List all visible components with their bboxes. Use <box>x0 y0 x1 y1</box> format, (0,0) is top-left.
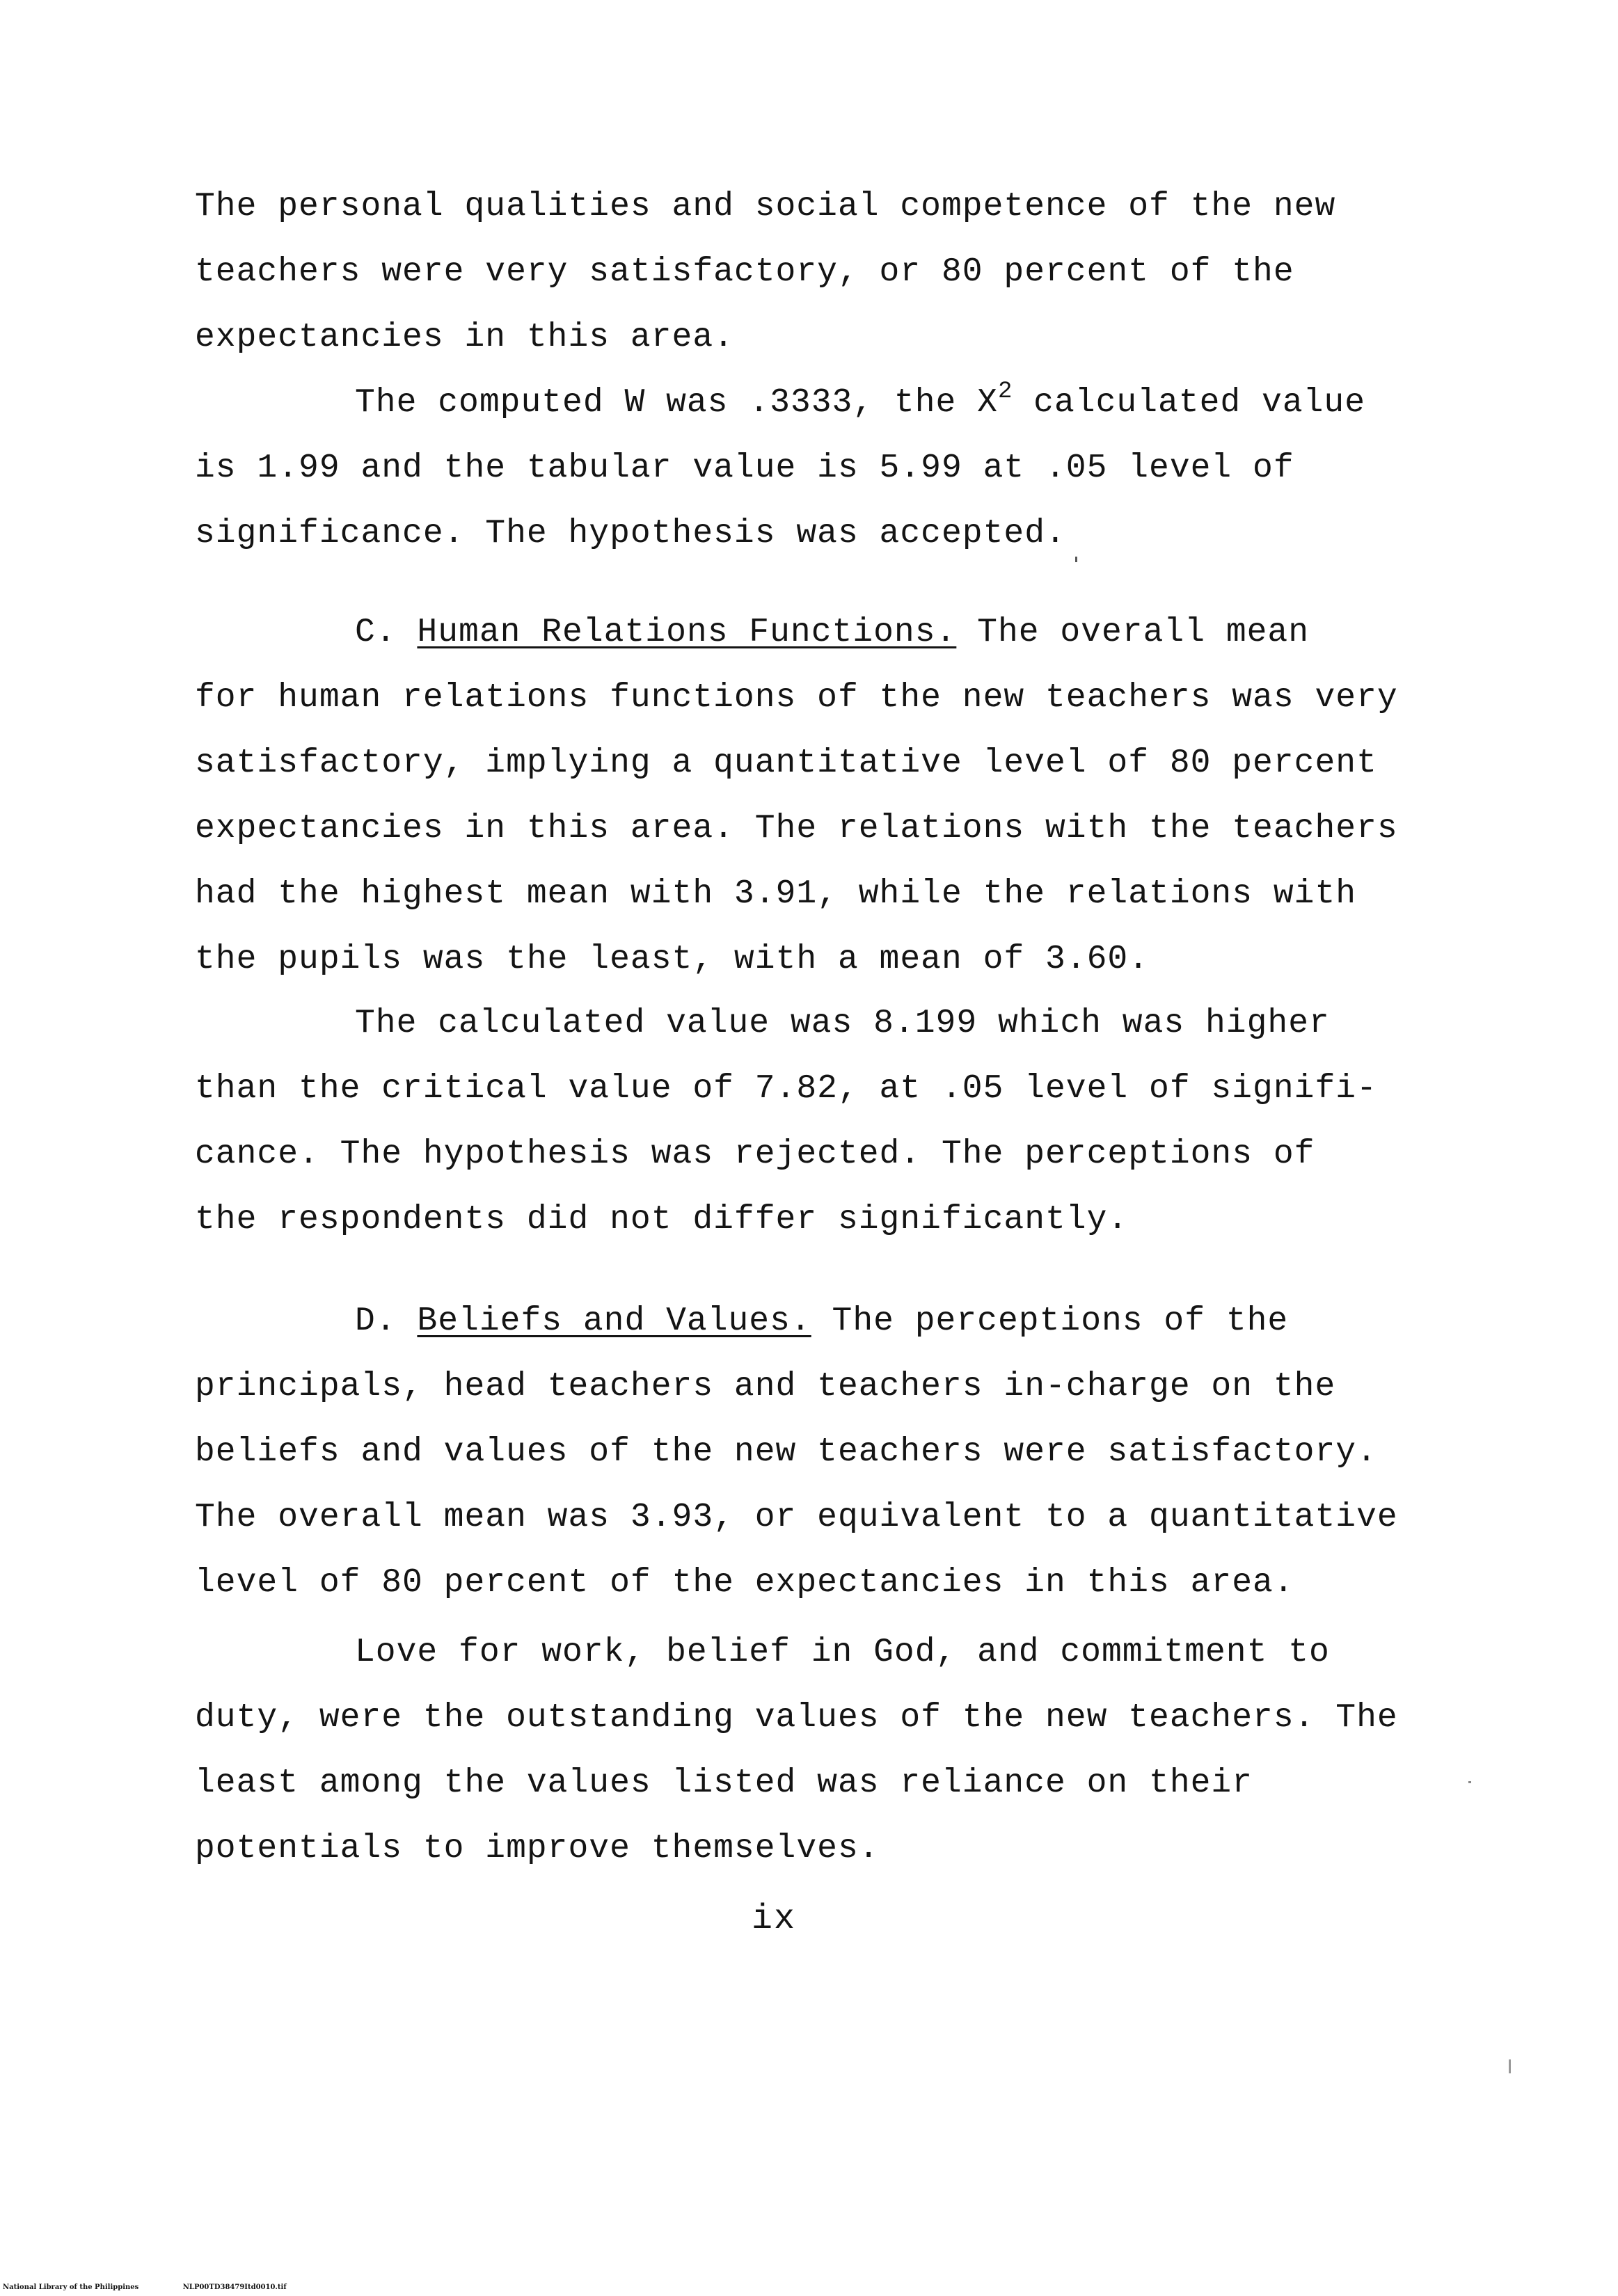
text-line: least among the values listed was reliance on their <box>195 1764 1253 1802</box>
section-letter: C. <box>355 614 397 651</box>
text-line: expectancies in this area. <box>195 319 734 356</box>
scan-speck <box>1509 2059 1511 2073</box>
text-line: level of 80 percent of the expectancies in this area. <box>195 1564 1294 1602</box>
text-line: duty, were the outstanding values of the new teachers. The <box>195 1699 1398 1737</box>
text-fragment: calculated value <box>1013 384 1366 422</box>
text-line: the respondents did not differ significantly. <box>195 1201 1129 1238</box>
text-line: the pupils was the least, with a mean of 3.60. <box>195 941 1150 978</box>
section-heading: Human Relations Functions. <box>417 614 957 651</box>
text-line: significance. The hypothesis was accepted. <box>195 515 1066 552</box>
text-line <box>195 370 1392 436</box>
scan-speck <box>1075 557 1077 562</box>
text-line: The overall mean was 3.93, or equivalent to a quantitative <box>195 1499 1398 1536</box>
text-line: beliefs and values of the new teachers were satisfactory. <box>195 1433 1377 1471</box>
text-line: Love for work, belief in God, and commitment to <box>355 1634 1330 1671</box>
page-number: ix <box>752 1899 797 1939</box>
scan-footer <box>3 2283 328 2291</box>
text-line: for human relations functions of the new teachers was very <box>195 679 1398 717</box>
text-line: expectancies in this area. The relations with the teachers <box>195 810 1398 847</box>
superscript: 2 <box>997 378 1013 405</box>
text-line: The personal qualities and social competence of the new <box>195 188 1336 225</box>
scan-speck <box>1468 1781 1471 1783</box>
text-line: teachers were very satisfactory, or 80 percent of the <box>195 253 1294 291</box>
text-line: had the highest mean with 3.91, while the relations with <box>195 875 1357 913</box>
text-fragment: The perceptions of the <box>832 1302 1289 1340</box>
footer-library-name: National Library of the Philippines <box>3 2283 139 2291</box>
section-heading-line <box>195 1289 1392 1354</box>
text-line: than the critical value of 7.82, at .05 level of signifi- <box>195 1070 1377 1108</box>
paragraph-personal-qualities <box>195 174 1392 370</box>
text-line: is 1.99 and the tabular value is 5.99 at .05 level of <box>195 449 1294 487</box>
section-human-relations <box>195 600 1398 992</box>
text-fragment: The computed W was .3333, the X <box>355 384 998 422</box>
text-line: principals, head teachers and teachers in-charge on the <box>195 1368 1336 1405</box>
paragraph-love-for-work <box>195 1620 1398 1881</box>
text-line: satisfactory, implying a quantitative level of 80 percent <box>195 744 1377 782</box>
section-heading: Beliefs and Values. <box>417 1302 811 1340</box>
text-line: cance. The hypothesis was rejected. The perceptions of <box>195 1135 1315 1173</box>
paragraph-calculated-value <box>195 991 1392 1252</box>
section-beliefs-values <box>195 1289 1398 1616</box>
footer-file-name: NLP00TD38479Itd0010.tif <box>182 2283 287 2291</box>
text-line: potentials to improve themselves. <box>195 1830 880 1867</box>
text-line: The calculated value was 8.199 which was higher <box>355 1005 1330 1042</box>
text-fragment: The overall mean <box>977 614 1310 651</box>
section-heading-line <box>195 600 1392 665</box>
section-letter: D. <box>355 1302 397 1340</box>
paragraph-computed-w <box>195 370 1392 566</box>
